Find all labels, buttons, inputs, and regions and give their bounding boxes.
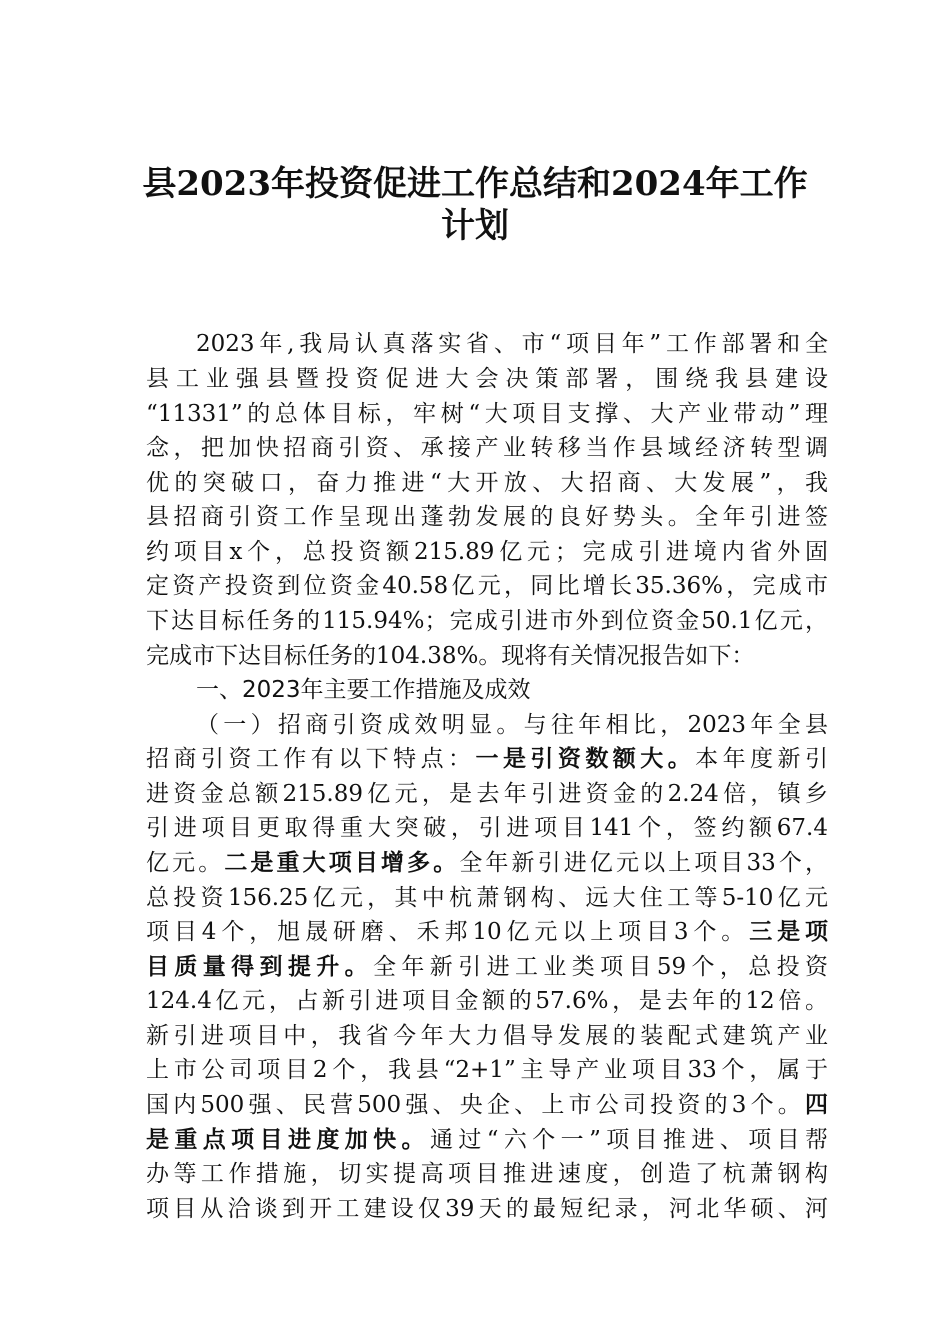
intro-line-8: 定资产投资到位资金40.58亿元，同比增长35.36%，完成市: [146, 573, 828, 599]
intro-line-10: 完成市下达目标任务的104.38%。现将有关情况报告如下：: [146, 643, 755, 669]
body-line-10: 新引进项目中，我省今年大力倡导发展的装配式建筑产业: [146, 1023, 828, 1049]
body-line-4: 引进项目更取得重大突破，引进项目141个，签约额67.4: [146, 815, 828, 841]
body-line-5: [146, 848, 828, 878]
document-title-line-2: 计划: [441, 206, 509, 246]
body-line-12: [146, 1090, 828, 1120]
intro-line-7: 约项目x个，总投资额215.89亿元；完成引进境内省外固: [146, 539, 828, 565]
body-line-13: [146, 1125, 828, 1155]
body-line-1: （一）招商引资成效明显。与往年相比，2023年全县: [196, 712, 828, 738]
body-line-11: 上市公司项目2个，我县“2+1”主导产业项目33个，属于: [146, 1057, 828, 1083]
intro-line-1: 2023年,我局认真落实省、市“项目年”工作部署和全: [196, 331, 828, 357]
body-bold-text: 二是重大项目增多。: [224, 849, 460, 876]
body-bold-text: 目质量得到提升。: [146, 953, 374, 980]
body-line-15: 项目从洽谈到开工建设仅39天的最短纪录，河北华硕、河: [146, 1196, 828, 1222]
body-text: 项目4个，旭晟研磨、禾邦10亿元以上项目3个。: [146, 919, 750, 945]
body-text: 通过“六个一”项目推进、项目帮: [429, 1127, 828, 1153]
body-text: 全年新引进亿元以上项目33个，: [459, 850, 828, 876]
intro-line-5: 优的突破口，奋力推进“大开放、大招商、大发展”，我: [146, 470, 828, 496]
intro-line-3: “11331”的总体目标，牢树“大项目支撑、大产业带动”理: [146, 401, 828, 427]
body-line-14: 办等工作措施，切实提高项目推进速度，创造了杭萧钢构: [146, 1161, 828, 1187]
body-text: 本年度新引: [695, 746, 829, 772]
intro-line-2: 县工业强县暨投资促进大会决策部署，围绕我县建设: [146, 366, 828, 392]
body-bold-text: 是重点项目进度加快。: [146, 1126, 430, 1153]
body-text: 招商引资工作有以下特点：: [146, 746, 476, 772]
body-bold-text: 一是引资数额大。: [475, 745, 696, 772]
body-line-9: 124.4亿元，占新引进项目金额的57.6%，是去年的12倍。: [146, 988, 828, 1014]
body-line-6: 总投资156.25亿元，其中杭萧钢构、远大住工等5-10亿元: [146, 885, 828, 911]
body-bold-text: 三是项: [749, 918, 828, 945]
section-heading: 一、2023年主要工作措施及成效: [196, 677, 531, 703]
body-text: 全年新引进工业类项目59个，总投资: [373, 954, 828, 980]
body-line-2: [146, 744, 828, 774]
body-text: 亿元。: [146, 850, 225, 876]
document-title-line-1: 县2023年投资促进工作总结和2024年工作: [142, 164, 808, 204]
intro-line-6: 县招商引资工作呈现出蓬勃发展的良好势头。全年引进签: [146, 504, 828, 530]
body-line-8: [146, 952, 828, 982]
body-text: 国内500强、民营500强、央企、上市公司投资的3个。: [146, 1092, 805, 1118]
body-line-3: 进资金总额215.89亿元，是去年引进资金的2.24倍，镇乡: [146, 781, 828, 807]
body-line-7: [146, 917, 828, 947]
intro-line-4: 念，把加快招商引资、承接产业转移当作县域经济转型调: [146, 435, 828, 461]
intro-line-9: 下达目标任务的115.94%；完成引进市外到位资金50.1亿元，: [146, 608, 828, 634]
body-bold-text: 四: [805, 1091, 828, 1118]
